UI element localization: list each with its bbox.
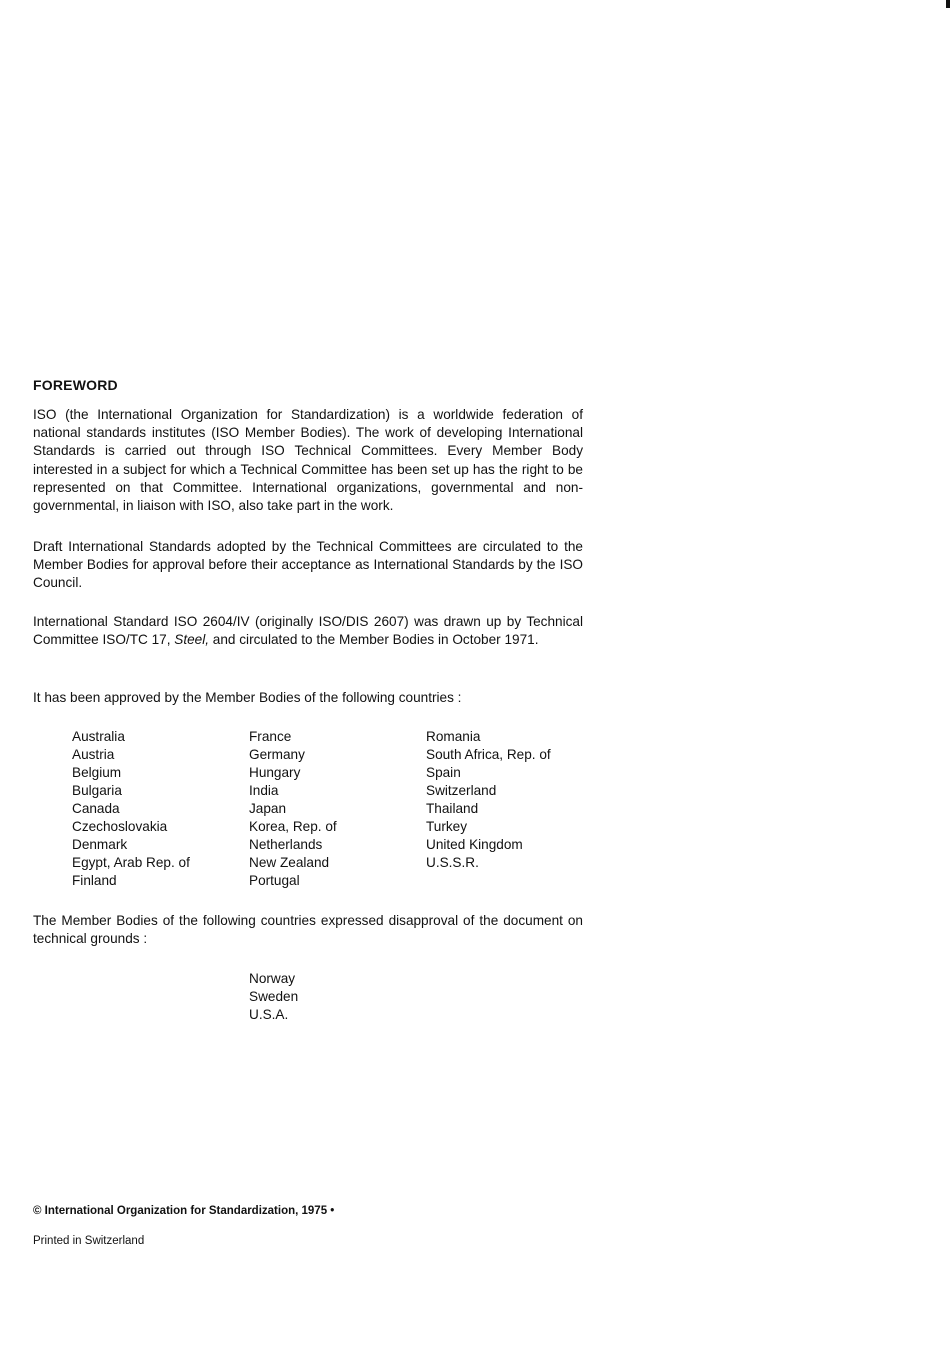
approved-column-1 [72,728,190,890]
foreword-paragraph-2: Draft International Standards adopted by the Technical Committees are circulated to the Member Bodies for approval before their acceptance as International Standards by the ISO Council. [33,539,583,591]
country-item: Finland [72,873,117,888]
paragraph-3-text-b: and circulated to the Member Bodies in October 1971. [209,632,539,648]
disapproval-intro: The Member Bodies of the following countries expressed disapproval of the document on technical grounds : [33,913,583,947]
foreword-heading: FOREWORD [33,377,118,393]
country-item: Sweden [249,989,299,1004]
country-item: Germany [249,747,305,762]
committee-name: Steel, [174,632,210,648]
country-item: Portugal [249,873,300,888]
country-item: United Kingdom [426,837,523,852]
foreword-paragraph-1: ISO (the International Organization for Standardization) is a worldwide federation of national standards institutes (ISO Member Bodies). The work of developing International Standards is carried out through ISO Technical Committees. Every Member Body interested in a subject for which a Technical Committee has been set up has the right to be represented on that Committee. International organizations, governmental and non-governmental, in liaison with ISO, also take part in the work. [33,407,583,514]
country-item: Egypt, Arab Rep. of [72,855,190,870]
country-item: Netherlands [249,837,323,852]
country-item: France [249,729,292,744]
country-item: Bulgaria [72,783,122,798]
approved-column-2 [249,728,337,890]
country-item: Canada [72,801,120,816]
country-item: Japan [249,801,287,816]
country-item: U.S.A. [249,1007,289,1022]
page-edge-mark [946,0,950,8]
country-item: New Zealand [249,855,330,870]
country-item: Austria [72,747,115,762]
country-item: Switzerland [426,783,497,798]
country-item: Spain [426,765,461,780]
country-item: Thailand [426,801,479,816]
approved-intro: It has been approved by the Member Bodies of the following countries : [33,690,462,705]
country-item: Denmark [72,837,128,852]
country-item: Turkey [426,819,468,834]
country-item: South Africa, Rep. of [426,747,551,762]
foreword-paragraph-3 [33,613,583,649]
country-item: Australia [72,729,125,744]
country-item: Romania [426,729,481,744]
copyright-notice: © International Organization for Standardization, 1975 • [33,1205,335,1217]
paragraph-3-text-a: International Standard ISO 2604/IV (originally ISO/DIS 2607) was drawn up by Technical Committee ISO/TC 17, [33,614,583,648]
country-item: Belgium [72,765,122,780]
country-item: U.S.S.R. [426,855,479,870]
country-item: Hungary [249,765,301,780]
country-item: Korea, Rep. of [249,819,337,834]
country-item: Norway [249,971,296,986]
printed-notice: Printed in Switzerland [33,1235,145,1247]
approved-column-3 [426,728,551,872]
disapproval-list [249,970,298,1024]
country-item: Czechoslovakia [72,819,168,834]
country-item: India [249,783,279,798]
